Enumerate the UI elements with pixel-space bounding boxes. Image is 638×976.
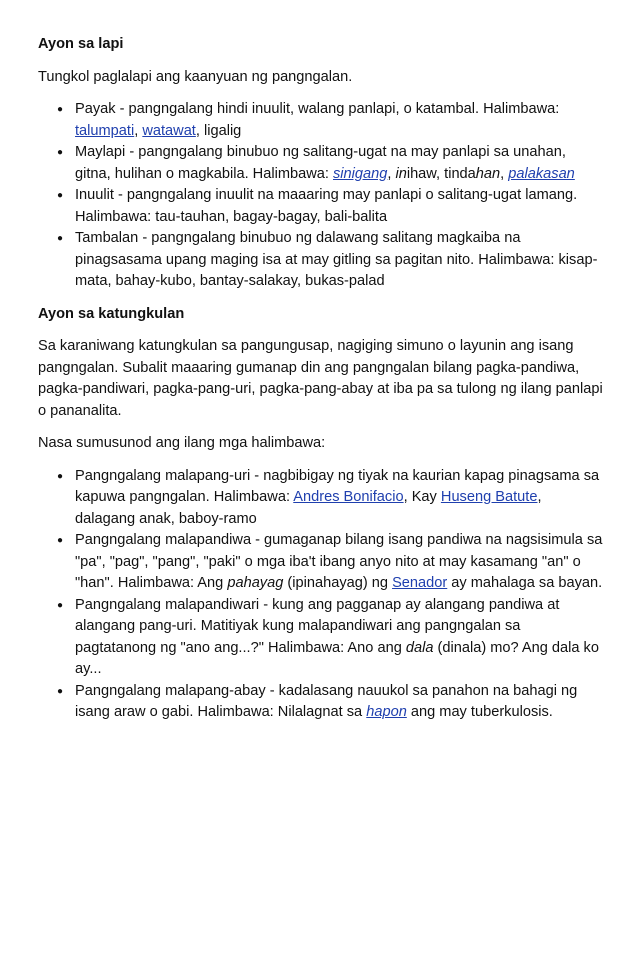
inline-link[interactable]: Andres Bonifacio <box>293 489 404 505</box>
item-text: , Kay <box>403 489 441 505</box>
bullet-icon: ● <box>57 190 64 201</box>
item-text: ang may tuberkulosis. <box>406 704 553 720</box>
item-text: Inuulit - pangngalang inuulit na maaaring may panlapi o salitang-ugat lamang. Halimbawa: tau-tauhan, bagay-bagay, bali-balita <box>75 187 578 225</box>
bullet-icon: ● <box>57 233 64 244</box>
item-text: in <box>395 165 407 182</box>
bullet-icon: ● <box>57 147 64 158</box>
item-text: Pangngalang malapang-abay - kadalasang nauukol sa panahon na bahagi ng isang araw o gabi. Halimbawa: Nilalagnat sa <box>75 682 578 720</box>
katungkulan-paragraph: Sa karaniwang katungkulan sa pangungusap, nagiging simuno o layunin ang isang pangngalan. Subalit maaaring gumanap din ang pangngalan bilang pagka-pandiwa, pagka-pandiwari, pagka-pang-uri, pagka-pang-abay at iba pa sa tulong ng ilang panlapi o pananalita. <box>38 338 603 419</box>
list-item <box>38 185 603 228</box>
item-text: han <box>475 165 501 182</box>
inline-link[interactable]: hapon <box>366 704 407 720</box>
document-content <box>38 34 603 724</box>
katungkulan-list <box>38 466 603 724</box>
inline-link[interactable]: watawat <box>142 122 196 139</box>
item-text: , dalagang anak, baboy-ramo <box>75 489 542 527</box>
inline-link[interactable]: talumpati <box>75 122 135 139</box>
examples-intro: Nasa sumusunod ang ilang mga halimbawa: <box>38 435 326 451</box>
list-item <box>38 466 603 531</box>
heading-ayon-sa-lapi: Ayon sa lapi <box>38 36 124 52</box>
item-text: dala <box>405 639 434 656</box>
list-item <box>38 681 603 724</box>
list-item <box>38 530 603 595</box>
item-text: (ipinahayag) ng <box>283 575 393 591</box>
item-text: ihaw, tinda <box>406 165 476 182</box>
inline-link[interactable]: Huseng Batute <box>440 489 538 505</box>
inline-link[interactable]: Senador <box>392 575 448 591</box>
heading-ayon-sa-katungkulan: Ayon sa katungkulan <box>38 305 185 322</box>
item-text: , ligalig <box>195 122 242 139</box>
bullet-icon: ● <box>57 535 64 546</box>
item-text: , <box>500 165 509 182</box>
bullet-icon: ● <box>57 685 64 697</box>
intro-paragraph: Tungkol paglalapi ang kaanyuan ng pangngalan. <box>38 68 353 85</box>
inline-link[interactable]: palakasan <box>508 165 575 182</box>
item-text: pahayag <box>227 575 284 591</box>
item-text: , <box>134 122 143 139</box>
item-text: Pangngalang malapandiwa - gumaganap bilang isang pandiwa na nagsisimula sa "pa", "pag", "pang", "paki" o mga iba't ibang anyo nito at may kasamang "an" o "han". Halimbawa: Ang <box>75 532 603 591</box>
bullet-icon: ● <box>57 104 64 115</box>
item-text: (dinala) mo? Ang dala ko ay... <box>75 639 599 677</box>
list-item <box>38 228 603 293</box>
bullet-icon: ● <box>57 470 64 482</box>
bullet-icon: ● <box>57 599 64 611</box>
item-text: Pangngalang malapang-uri - nagbibigay ng tiyak na kaurian kapag pinagsama sa kapuwa pangngalan. Halimbawa: <box>75 467 600 505</box>
list-item <box>38 142 603 185</box>
item-text: Pangngalang malapandiwari - kung ang pagganap ay alangang pandiwa at alangang pang-uri. Matitiyak kung malapandiwari ang pangngalan sa pagtatanong ng "ano ang...?" Halimbawa: Ano ang <box>75 596 560 656</box>
list-item <box>38 595 603 681</box>
list-item <box>38 99 603 142</box>
item-text: Tambalan - pangngalang binubuo ng dalawang salitang magkaiba na pinagsasama upang maging isa at may gitling sa pagitan nito. Halimbawa: kisap-mata, bahay-kubo, bantay-salakay, bukas-palad <box>75 230 598 289</box>
inline-link[interactable]: sinigang <box>332 165 388 182</box>
item-text: ay mahalaga sa bayan. <box>447 575 603 591</box>
item-text: Maylapi - pangngalang binubuo ng salitang-ugat na may panlapi sa unahan, gitna, hulihan o magkabila. Halimbawa: <box>75 144 566 182</box>
item-text: , <box>387 165 396 182</box>
lapi-list <box>38 99 603 293</box>
item-text: Payak - pangngalang hindi inuulit, walang panlapi, o katambal. Halimbawa: <box>75 101 560 117</box>
